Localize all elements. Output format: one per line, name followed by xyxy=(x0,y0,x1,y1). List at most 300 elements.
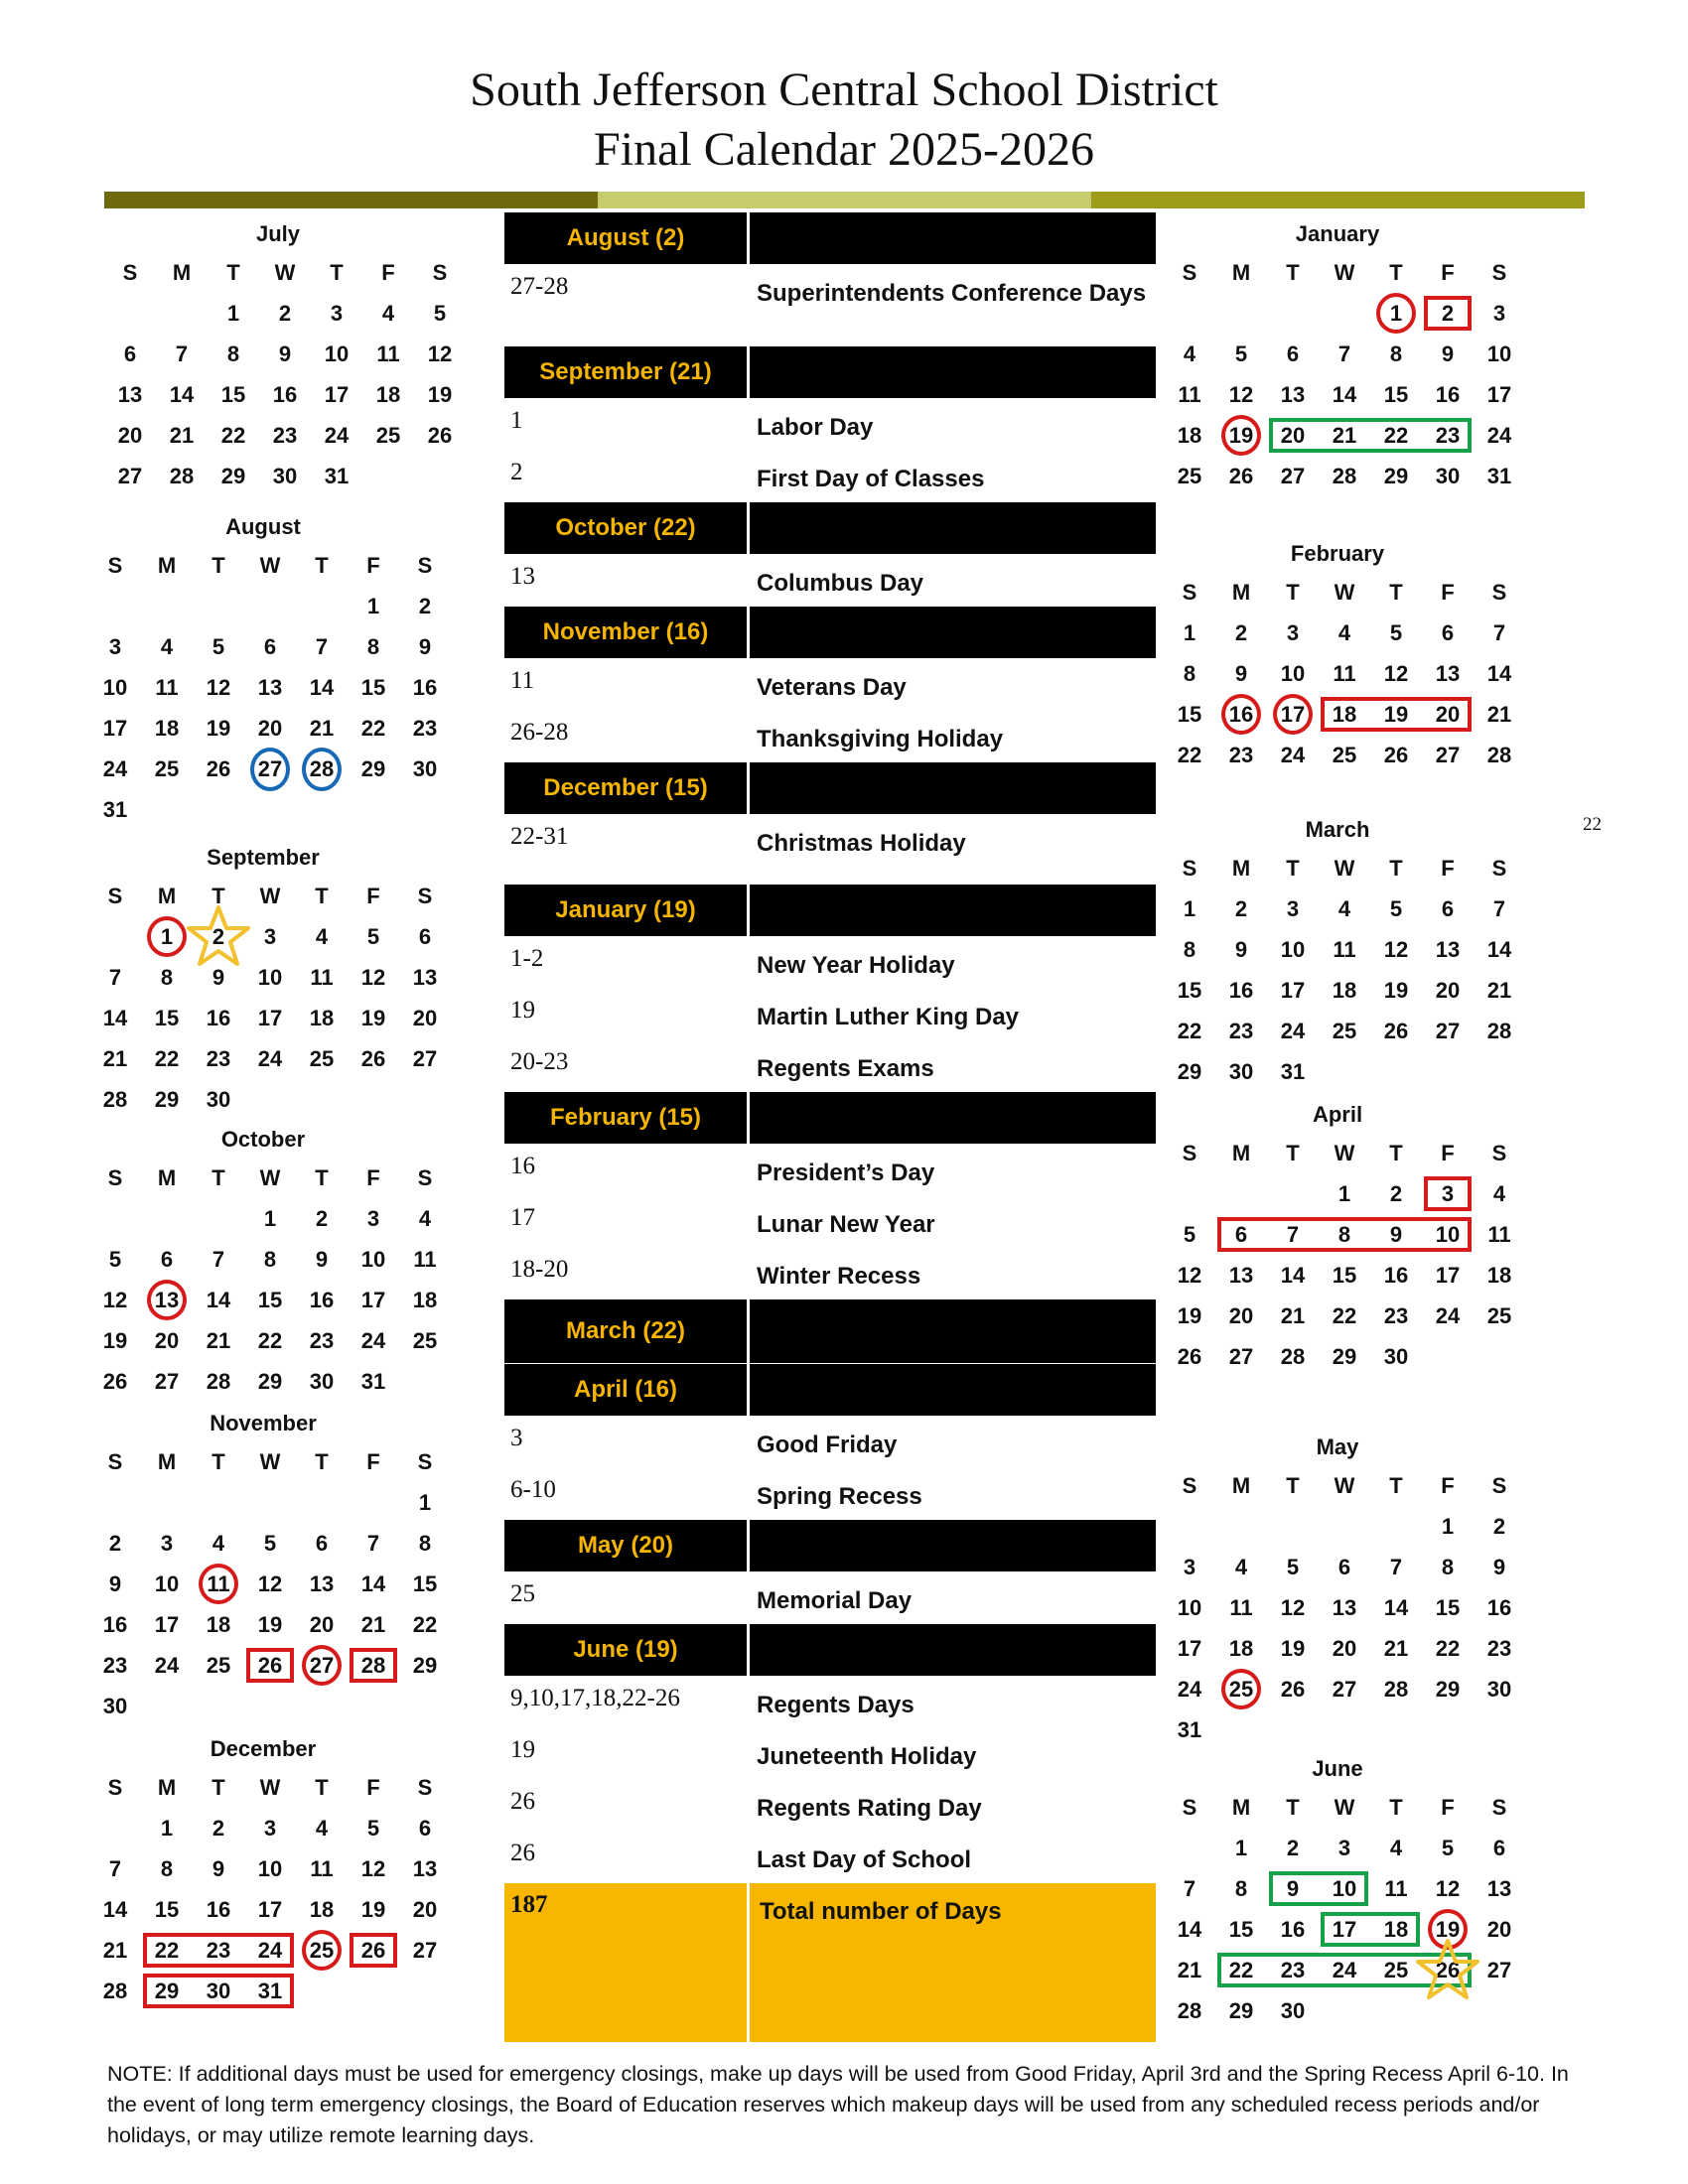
event-date: 27-28 xyxy=(510,273,569,300)
day-1: 1 xyxy=(1441,1514,1455,1539)
day-12: 12 xyxy=(206,675,231,700)
day-7: 7 xyxy=(1492,620,1506,645)
weekday-letter: W xyxy=(259,1775,281,1800)
day-2: 2 xyxy=(211,1816,225,1841)
calendar-may xyxy=(1164,1430,1511,1750)
day-17: 17 xyxy=(360,1288,386,1312)
calendar-title: Final Calendar 2025-2026 xyxy=(594,123,1094,176)
day-2: 2 xyxy=(1492,1514,1506,1539)
day-21: 21 xyxy=(1486,702,1512,727)
event-row xyxy=(504,1780,1156,1832)
day-9: 9 xyxy=(278,341,292,366)
weekday-letter: T xyxy=(1286,1795,1300,1820)
weekday-letter: S xyxy=(122,260,138,285)
day-29: 29 xyxy=(412,1653,438,1678)
day-6: 6 xyxy=(263,634,277,659)
day-8: 8 xyxy=(1234,1876,1248,1901)
calendar-jun xyxy=(1164,1751,1511,2072)
day-6: 6 xyxy=(1492,1836,1506,1860)
day-6: 6 xyxy=(1234,1222,1248,1247)
weekday-letter: S xyxy=(1491,1141,1507,1165)
event-description: Regents Days xyxy=(757,1692,914,1718)
day-6: 6 xyxy=(315,1531,329,1556)
day-23: 23 xyxy=(1228,743,1254,767)
weekday-letter: T xyxy=(226,260,240,285)
day-11: 11 xyxy=(1487,1222,1511,1247)
day-7: 7 xyxy=(108,1856,122,1881)
weekday-letter: F xyxy=(366,1775,380,1800)
day-11: 11 xyxy=(1229,1595,1253,1620)
day-28: 28 xyxy=(1177,1998,1202,2023)
day-2: 2 xyxy=(108,1531,122,1556)
day-23: 23 xyxy=(206,1938,231,1963)
weekday-letter: M xyxy=(1231,580,1251,605)
day-5: 5 xyxy=(263,1531,277,1556)
event-date: 19 xyxy=(510,1736,535,1763)
day-8: 8 xyxy=(160,1856,174,1881)
day-14: 14 xyxy=(1280,1263,1306,1288)
day-8: 8 xyxy=(226,341,240,366)
month-header-label: December (15) xyxy=(543,774,708,801)
day-21: 21 xyxy=(309,716,335,741)
day-25: 25 xyxy=(1383,1958,1409,1982)
calendar-jul xyxy=(104,216,452,537)
header-blank xyxy=(750,607,1156,658)
event-row xyxy=(504,989,1156,1040)
day-21: 21 xyxy=(206,1328,231,1353)
day-2: 2 xyxy=(418,594,432,618)
day-22: 22 xyxy=(1383,423,1409,448)
day-5: 5 xyxy=(1389,620,1403,645)
day-3: 3 xyxy=(1337,1836,1351,1860)
day-19: 19 xyxy=(206,716,231,741)
weekday-letter: T xyxy=(330,260,344,285)
day-8: 8 xyxy=(1337,1222,1351,1247)
day-2: 2 xyxy=(1389,1181,1403,1206)
event-row xyxy=(504,1417,1156,1468)
header-blank xyxy=(750,885,1156,936)
weekday-letter: F xyxy=(366,1165,380,1190)
weekday-letter: T xyxy=(1389,1795,1403,1820)
day-16: 16 xyxy=(1228,702,1254,727)
day-30: 30 xyxy=(1280,1998,1306,2023)
day-23: 23 xyxy=(1383,1303,1409,1328)
day-11: 11 xyxy=(1333,661,1356,686)
event-date: 3 xyxy=(510,1425,523,1451)
day-12: 12 xyxy=(360,1856,386,1881)
total-row xyxy=(504,1883,1156,2042)
day-25: 25 xyxy=(1177,464,1202,488)
weekday-letter: S xyxy=(417,1165,433,1190)
event-description: New Year Holiday xyxy=(757,952,955,979)
day-24: 24 xyxy=(360,1328,386,1353)
day-18: 18 xyxy=(1383,1917,1409,1942)
day-16: 16 xyxy=(1486,1595,1512,1620)
weekday-letter: W xyxy=(1334,1473,1355,1498)
day-14: 14 xyxy=(1177,1917,1202,1942)
day-27: 27 xyxy=(309,1653,335,1678)
event-description: Lunar New Year xyxy=(757,1211,935,1238)
weekday-letter: S xyxy=(1182,580,1197,605)
day-3: 3 xyxy=(263,1816,277,1841)
day-16: 16 xyxy=(1435,382,1461,407)
day-14: 14 xyxy=(1486,937,1512,962)
day-17: 17 xyxy=(1486,382,1512,407)
weekday-letter: M xyxy=(1231,856,1251,881)
weekday-letter: S xyxy=(107,884,123,908)
day-6: 6 xyxy=(1441,620,1455,645)
weekday-letter: F xyxy=(1441,580,1455,605)
day-23: 23 xyxy=(309,1328,335,1353)
day-28: 28 xyxy=(360,1653,386,1678)
event-row xyxy=(504,1572,1156,1624)
day-25: 25 xyxy=(206,1653,231,1678)
day-6: 6 xyxy=(123,341,137,366)
day-13: 13 xyxy=(117,382,143,407)
day-14: 14 xyxy=(309,675,335,700)
day-22: 22 xyxy=(220,423,246,448)
day-1: 1 xyxy=(418,1490,432,1515)
calendar-nov xyxy=(89,1406,437,1726)
header-blank xyxy=(750,502,1156,554)
day-29: 29 xyxy=(1383,464,1409,488)
event-date: 1 xyxy=(510,407,523,434)
month-name: December xyxy=(210,1736,317,1761)
emergency-note: NOTE: If additional days must be used for emergency closings, make up days will be used from Good Friday, April 3rd and the Spring Recess April 6-10. In the event of long term emergency closings, the Board of Education reserves which makeup days will be used from any scheduled recess periods and/or holidays, or may utilize remote learning days. xyxy=(107,2062,1569,2147)
day-10: 10 xyxy=(1435,1222,1461,1247)
day-7: 7 xyxy=(175,341,189,366)
event-description: First Day of Classes xyxy=(757,466,985,492)
header-blank xyxy=(750,1092,1156,1144)
day-3: 3 xyxy=(1183,1555,1196,1579)
day-12: 12 xyxy=(1280,1595,1306,1620)
day-31: 31 xyxy=(102,797,128,822)
event-description: Regents Rating Day xyxy=(757,1795,982,1822)
day-18: 18 xyxy=(309,1006,335,1030)
day-7: 7 xyxy=(366,1531,380,1556)
month-header-row xyxy=(504,1520,1156,1571)
day-21: 21 xyxy=(1280,1303,1306,1328)
day-31: 31 xyxy=(257,1979,283,2003)
header-blank xyxy=(750,1520,1156,1571)
day-16: 16 xyxy=(206,1897,231,1922)
day-23: 23 xyxy=(1435,423,1461,448)
day-7: 7 xyxy=(1183,1876,1196,1901)
day-27: 27 xyxy=(412,1046,438,1071)
weekday-letter: T xyxy=(315,1165,329,1190)
day-25: 25 xyxy=(1228,1677,1254,1702)
day-9: 9 xyxy=(1286,1876,1300,1901)
day-22: 22 xyxy=(412,1612,438,1637)
district-title: South Jefferson Central School District xyxy=(470,64,1218,116)
day-30: 30 xyxy=(206,1979,231,2003)
day-15: 15 xyxy=(1228,1917,1254,1942)
day-4: 4 xyxy=(1234,1555,1248,1579)
day-13: 13 xyxy=(154,1288,180,1312)
calendar-aug xyxy=(89,509,437,830)
day-18: 18 xyxy=(1228,1636,1254,1661)
weekday-letter: S xyxy=(1182,1141,1197,1165)
day-8: 8 xyxy=(160,965,174,990)
day-25: 25 xyxy=(154,756,180,781)
day-11: 11 xyxy=(1178,382,1201,407)
day-25: 25 xyxy=(1332,1019,1357,1043)
weekday-letter: F xyxy=(1441,1795,1455,1820)
day-2: 2 xyxy=(278,301,292,326)
day-25: 25 xyxy=(309,1938,335,1963)
day-20: 20 xyxy=(1435,702,1461,727)
event-row xyxy=(504,1248,1156,1299)
day-26: 26 xyxy=(1280,1677,1306,1702)
day-17: 17 xyxy=(1280,702,1306,727)
day-27: 27 xyxy=(412,1938,438,1963)
day-11: 11 xyxy=(310,965,334,990)
weekday-letter: M xyxy=(157,1449,177,1474)
day-31: 31 xyxy=(324,464,350,488)
day-1: 1 xyxy=(1183,620,1196,645)
weekday-letter: S xyxy=(107,1775,123,1800)
day-23: 23 xyxy=(1280,1958,1306,1982)
day-22: 22 xyxy=(1177,1019,1202,1043)
event-row xyxy=(504,711,1156,762)
month-name: January xyxy=(1295,221,1380,246)
day-19: 19 xyxy=(1177,1303,1202,1328)
day-3: 3 xyxy=(160,1531,174,1556)
event-description: Thanksgiving Holiday xyxy=(757,726,1004,752)
day-13: 13 xyxy=(1332,1595,1357,1620)
day-29: 29 xyxy=(1435,1677,1461,1702)
day-16: 16 xyxy=(1383,1263,1409,1288)
day-14: 14 xyxy=(102,1897,128,1922)
day-19: 19 xyxy=(427,382,453,407)
day-12: 12 xyxy=(1228,382,1254,407)
header-blank xyxy=(750,1624,1156,1676)
day-18: 18 xyxy=(154,716,180,741)
day-2: 2 xyxy=(1286,1836,1300,1860)
day-29: 29 xyxy=(360,756,386,781)
day-4: 4 xyxy=(1337,896,1351,921)
event-date: 19 xyxy=(510,997,535,1024)
day-8: 8 xyxy=(366,634,380,659)
day-30: 30 xyxy=(272,464,298,488)
day-20: 20 xyxy=(1280,423,1306,448)
day-8: 8 xyxy=(1183,661,1196,686)
weekday-letter: F xyxy=(366,1449,380,1474)
weekday-letter: S xyxy=(1182,856,1197,881)
month-header-label: August (2) xyxy=(566,224,685,251)
event-row xyxy=(504,265,1156,346)
header-bar-dark xyxy=(104,192,598,208)
day-2: 2 xyxy=(1234,620,1248,645)
month-name: May xyxy=(1316,1434,1359,1459)
day-30: 30 xyxy=(1486,1677,1512,1702)
weekday-letter: S xyxy=(1182,1473,1197,1498)
calendar-feb xyxy=(1164,536,1511,857)
day-17: 17 xyxy=(1177,1636,1202,1661)
month-header-row xyxy=(504,1624,1156,1676)
day-5: 5 xyxy=(1389,896,1403,921)
month-header-row xyxy=(504,502,1156,554)
header-bar-light xyxy=(598,192,1091,208)
day-15: 15 xyxy=(1177,978,1202,1003)
day-20: 20 xyxy=(1435,978,1461,1003)
day-5: 5 xyxy=(1441,1836,1455,1860)
event-row xyxy=(504,451,1156,502)
total-days-label: Total number of Days xyxy=(760,1898,1002,1925)
day-10: 10 xyxy=(257,965,283,990)
day-13: 13 xyxy=(1435,661,1461,686)
weekday-letter: S xyxy=(1491,1473,1507,1498)
event-date: 26 xyxy=(510,1840,535,1866)
total-days-value: 187 xyxy=(510,1891,548,1918)
day-21: 21 xyxy=(1177,1958,1202,1982)
month-name: August xyxy=(225,514,301,539)
event-description: Good Friday xyxy=(757,1432,898,1458)
day-30: 30 xyxy=(1228,1059,1254,1084)
day-21: 21 xyxy=(1486,978,1512,1003)
day-19: 19 xyxy=(1280,1636,1306,1661)
day-19: 19 xyxy=(257,1612,283,1637)
day-8: 8 xyxy=(1441,1555,1455,1579)
day-12: 12 xyxy=(1435,1876,1461,1901)
weekday-letter: S xyxy=(1491,580,1507,605)
day-26: 26 xyxy=(1435,1958,1461,1982)
calendar-dec xyxy=(89,1731,437,2052)
day-6: 6 xyxy=(1286,341,1300,366)
day-11: 11 xyxy=(376,341,400,366)
day-7: 7 xyxy=(1492,896,1506,921)
day-9: 9 xyxy=(108,1571,122,1596)
event-date: 22-31 xyxy=(510,823,569,850)
day-1: 1 xyxy=(1389,301,1403,326)
day-10: 10 xyxy=(154,1571,180,1596)
month-header-row xyxy=(504,346,1156,398)
weekday-letter: M xyxy=(1231,260,1251,285)
day-13: 13 xyxy=(1435,937,1461,962)
day-9: 9 xyxy=(315,1247,329,1272)
day-20: 20 xyxy=(1486,1917,1512,1942)
day-16: 16 xyxy=(272,382,298,407)
event-description: Labor Day xyxy=(757,414,874,441)
day-4: 4 xyxy=(1389,1836,1403,1860)
day-24: 24 xyxy=(1435,1303,1461,1328)
month-header-label: November (16) xyxy=(542,618,709,645)
day-6: 6 xyxy=(418,1816,432,1841)
day-5: 5 xyxy=(108,1247,122,1272)
day-15: 15 xyxy=(154,1006,180,1030)
day-29: 29 xyxy=(154,1087,180,1112)
calendar-oct xyxy=(89,1122,437,1442)
day-24: 24 xyxy=(1280,1019,1306,1043)
day-8: 8 xyxy=(418,1531,432,1556)
day-15: 15 xyxy=(154,1897,180,1922)
day-7: 7 xyxy=(1337,341,1351,366)
day-29: 29 xyxy=(154,1979,180,2003)
day-22: 22 xyxy=(154,1938,180,1963)
day-13: 13 xyxy=(309,1571,335,1596)
weekday-letter: W xyxy=(259,1449,281,1474)
event-row xyxy=(504,815,1156,885)
weekday-letter: M xyxy=(157,1165,177,1190)
day-28: 28 xyxy=(102,1087,128,1112)
event-description: Columbus Day xyxy=(757,570,924,597)
side-number: 22 xyxy=(1583,814,1602,835)
month-name: March xyxy=(1305,817,1370,842)
day-18: 18 xyxy=(1332,702,1357,727)
day-11: 11 xyxy=(1333,937,1356,962)
day-22: 22 xyxy=(1332,1303,1357,1328)
star-icon xyxy=(1416,1938,1479,2006)
day-5: 5 xyxy=(366,1816,380,1841)
day-11: 11 xyxy=(1384,1876,1408,1901)
event-date: 13 xyxy=(510,563,535,590)
weekday-letter: T xyxy=(1389,260,1403,285)
day-1: 1 xyxy=(160,1816,174,1841)
day-12: 12 xyxy=(1177,1263,1202,1288)
event-date: 25 xyxy=(510,1580,535,1607)
event-row xyxy=(504,1728,1156,1780)
day-25: 25 xyxy=(412,1328,438,1353)
day-15: 15 xyxy=(1332,1263,1357,1288)
weekday-letter: W xyxy=(259,553,281,578)
weekday-letter: S xyxy=(107,1449,123,1474)
day-26: 26 xyxy=(1383,743,1409,767)
day-31: 31 xyxy=(1280,1059,1306,1084)
weekday-letter: S xyxy=(432,260,448,285)
day-6: 6 xyxy=(418,924,432,949)
weekday-letter: T xyxy=(1389,1141,1403,1165)
day-24: 24 xyxy=(1177,1677,1202,1702)
day-13: 13 xyxy=(1280,382,1306,407)
day-5: 5 xyxy=(366,924,380,949)
day-22: 22 xyxy=(1177,743,1202,767)
event-row xyxy=(504,1677,1156,1728)
day-17: 17 xyxy=(257,1006,283,1030)
header-blank xyxy=(750,1364,1156,1416)
day-9: 9 xyxy=(1441,341,1455,366)
day-22: 22 xyxy=(257,1328,283,1353)
day-21: 21 xyxy=(102,1046,128,1071)
day-10: 10 xyxy=(257,1856,283,1881)
weekday-letter: T xyxy=(211,1165,225,1190)
day-17: 17 xyxy=(324,382,350,407)
day-26: 26 xyxy=(360,1046,386,1071)
day-10: 10 xyxy=(1280,661,1306,686)
day-25: 25 xyxy=(1332,743,1357,767)
day-21: 21 xyxy=(1383,1636,1409,1661)
day-2: 2 xyxy=(315,1206,329,1231)
event-date: 1-2 xyxy=(510,945,544,972)
day-27: 27 xyxy=(1280,464,1306,488)
day-12: 12 xyxy=(1383,661,1409,686)
weekday-letter: S xyxy=(1182,1795,1197,1820)
day-3: 3 xyxy=(366,1206,380,1231)
day-3: 3 xyxy=(263,924,277,949)
day-15: 15 xyxy=(257,1288,283,1312)
day-12: 12 xyxy=(1383,937,1409,962)
event-date: 20-23 xyxy=(510,1048,569,1075)
day-3: 3 xyxy=(1286,896,1300,921)
day-23: 23 xyxy=(1486,1636,1512,1661)
day-13: 13 xyxy=(412,965,438,990)
day-4: 4 xyxy=(1337,620,1351,645)
day-15: 15 xyxy=(360,675,386,700)
day-24: 24 xyxy=(257,1938,283,1963)
month-name: November xyxy=(210,1411,317,1435)
day-13: 13 xyxy=(257,675,283,700)
day-22: 22 xyxy=(1228,1958,1254,1982)
weekday-letter: M xyxy=(1231,1473,1251,1498)
